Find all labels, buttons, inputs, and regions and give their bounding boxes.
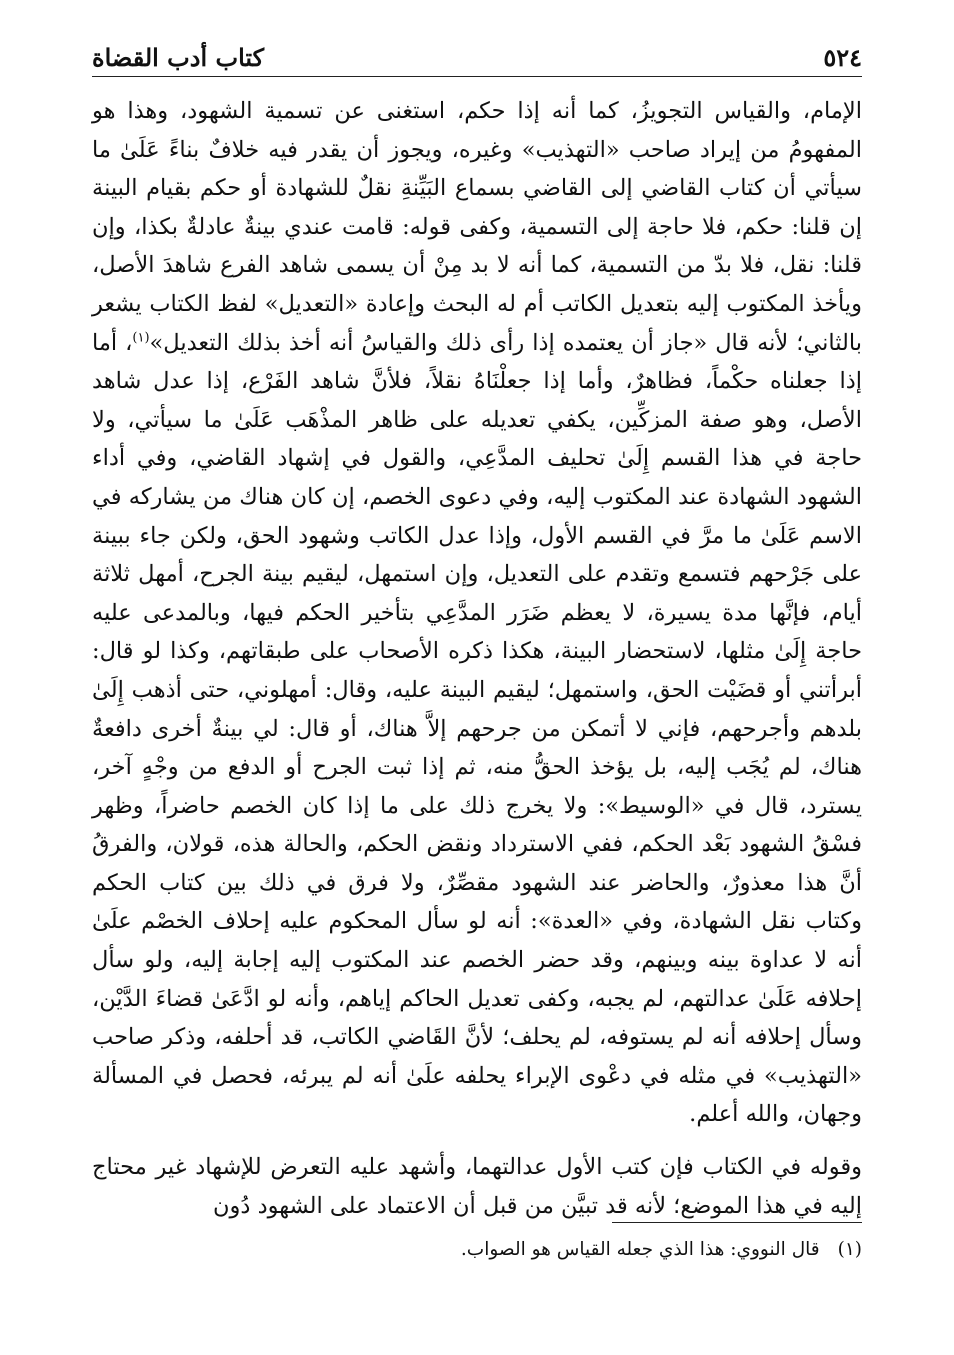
footnote-text: قال النووي: هذا الذي جعله القياس هو الصواب. xyxy=(460,1239,820,1260)
footnote-number: (١) xyxy=(837,1239,862,1260)
footnote-rule xyxy=(612,1222,862,1223)
paragraph-1-part-a: الإمام، والقياس التجويزُ، كما أنه إذا حكم، استغنى عن تسمية الشهود، وهذا هو المفهومُ من إيراد صاحب «التهذيب» وغيره، ويجوز أن يقدر فيه خلافٌ بناءً عَلَىٰ ما سيأتي أن كتاب القاضي إلى القاضي بسماع البَيِّنةِ نقلٌ للشهادة أو حكم بقيام البينة إن قلنا: حكم، فلا حاجة إلى التسمية، وكفى قوله: قامت عندي بينةٌ عادلةٌ بكذا، وإن قلنا: نقل، فلا بدّ من التسمية، كما أنه لا بد مِنْ أن يسمى شاهد الفرع شاهدَ الأصل، ويأخذ المكتوب إليه بتعديل الكاتب أم له البحث وإعادة «التعديل» لفظ الكتاب يشعر بالثاني؛ لأنه قال «جاز أن يعتمده إذا رأى ذلك والقياسُ أنه أخذ بذلك التعديل» xyxy=(92,98,862,356)
paragraph-2: وقوله في الكتاب فإن كتب الأول عدالتهما، وأشهد عليه التعرض للإشهاد غير محتاج إليه في هذا الموضع؛ لأنه قد تبيَّن من قبل أن الاعتماد على الشهود دُون xyxy=(92,1154,862,1219)
paragraph-1-part-b: ، أما إذا جعلناه حكْماً، فظاهرٌ، وأما إذا جعلْنَاهُ نقلاً، فلأنَّ شاهد الفَرْع، إذا عدل شاهد الأصل، وهو صفة المزكِّين، يكفي تعديله على ظاهر المذْهَب عَلَىٰ ما سيأتي، ولا حاجة في هذا القسم إِلَىٰ تحليف المدَّعِي، والقول في إشهاد القاضي، وفي أداء الشهود الشهادة عند المكتوب إليه، وفي دعوى الخصم، إن كان هناك من يشاركه في الاسم عَلَىٰ ما مرَّ في القسم الأول، وإذا عدل الكاتب وشهود الحق، ولكن جاء ببينة على جَرْحهم فتسمع وتقدم على التعديل، وإن استمهل، ليقيم بينة الجرح، أمهل ثلاثة أيام، فإنَّها مدة يسيرة، لا يعظم ضَرَر المدَّعِي بتأخير الحكم فيها، وبالمدعى عليه حاجة إِلَىٰ مثلها، لاستحضار البينة، هكذا ذكره الأصحاب على طبقاتهم، وكذا لو قال: أبرأتني أو قضَيْت الحق، واستمهل؛ ليقيم البينة عليه، وقال: أمهلوني، حتى أذهب إِلَىٰ بلدهم وأجرحهم، فإني لا أتمكن من جرحهم إلاَّ هناك، أو قال: لي بينةٌ أخرى دافعةٌ هناك، لم يُجَب إليه، بل يؤخذ الحقُّ منه، ثم إذا ثبت الجرح أو الدفع من وجْهٍ آخر، يسترد، قال في «الوسيط»: ولا يخرج ذلك على ما إذا كان الخصم حاضراً، وظهر فسْقُ الشهود بَعْد الحكم، ففي الاسترداد ونقض الحكم، والحالة هذه، قولان، والفرقُ أنَّ هذا معذورٌ، والحاضر عند الشهود مقصِّرٌ، ولا فرق في ذلك بين كتاب الحكم وكتاب نقل الشهادة، وفي «العدة»: أنه لو سأل المحكوم عليه إحلاف الخصْم علَىٰ أنه لا عداوة بينه وبينهم، وقد حضر الخصم عند المكتوب إليه إجابة إليه، ولو سأل إحلافه عَلَىٰ عدالتهم، لم يجبه، وكفى تعديل الحاكم إياهم، وأنه لو ادَّعَىٰ قضاءَ الدَّيْن، وسأل إحلافه أنه لم يستوفه، لم يحلف؛ لأنَّ القَاضي الكاتب، قد أحلفه، وذكر صاحب «التهذيب» في مثله في دعْوى الإبراء يحلفه علَىٰ أنه لم يبرئه، فحصل في المسألة وجهان، والله أعلم. xyxy=(92,329,862,1128)
header-rule xyxy=(92,76,862,77)
running-header xyxy=(92,28,862,72)
running-title: كتاب أدب القضاة xyxy=(92,43,265,72)
body-text xyxy=(92,92,862,1225)
footnote-reference: (١) xyxy=(132,330,150,346)
footnote xyxy=(92,1236,862,1264)
paragraph-1 xyxy=(92,92,862,1134)
page-number: ٥٢٤ xyxy=(823,43,862,72)
